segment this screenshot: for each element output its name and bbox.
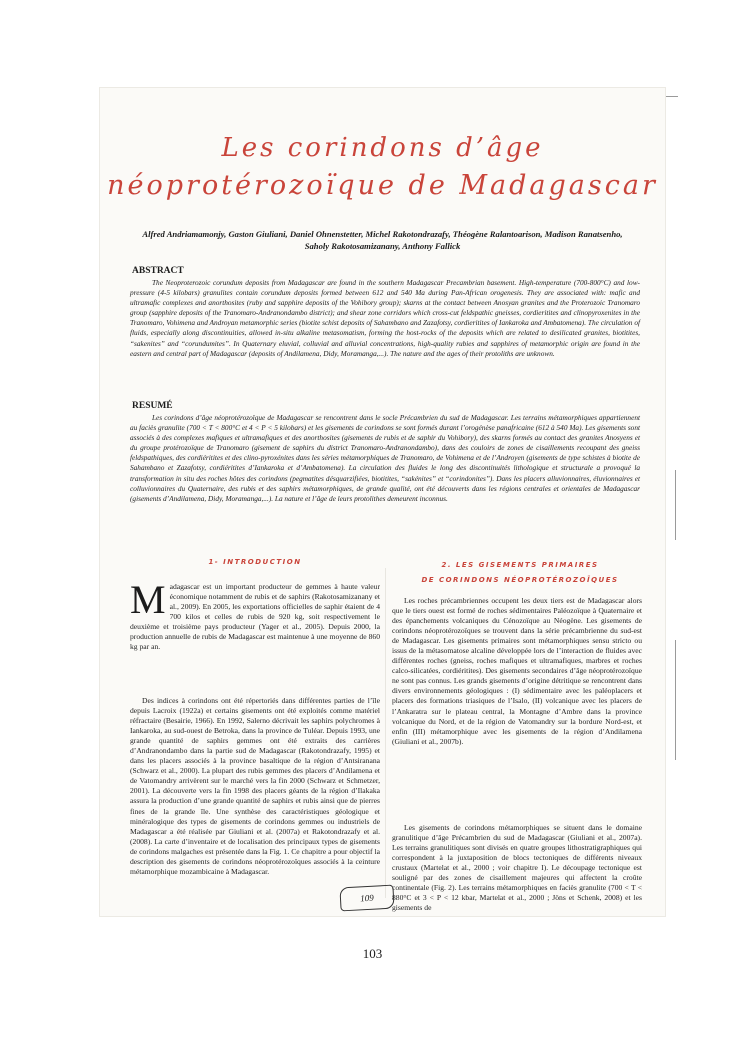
section-heading-introduction: 1- INTRODUCTION xyxy=(208,558,302,566)
section-heading-gisements-line1: 2. LES GISEMENTS PRIMAIRES xyxy=(441,561,599,569)
resume-heading: RESUMÉ xyxy=(132,401,173,411)
scan-edge-mark xyxy=(675,470,676,540)
abstract-text: The Neoproterozoic corundum deposits from Madagascar are found in the southern Madagascar Precambrian basement. High-temperature (700-800°C) and low-pressure (4-5 kilobars) granulites contain corundum deposits formed between 612 and 540 Ma during Pan-African orogenesis. They are associated with: mafic and ultramafic complexes and anorthosites (ruby and sapphire deposits of the Vohibory group); skarns at the contact between Anosyan granites and the Proterozoic Tranomaro group (sapphire deposits of the Tranomaro-Andranondambo district); and shear zone corridors which cross-cut feldspathic gneisses, cordieritites and clinopyroxenites in the Tranomaro, Vohimena and Androyan metamorphic series (biotite schist deposits of Sahambano and Zazafotsy, cordieritites of Iankaroka and Ambatomena). The circulation of fluids, especially along discontinuities, allowed in-situ alkaline metasomatism, forming the host-rocks of the deposits which are related to desilicated granites, biotitites, “sakenites” and “corundumites”. In Quaternary eluvial, colluvial and alluvial concentrations, high-quality rubies and sapphires of metamorphic origin are found in the eastern and central part of Madagascar (deposits of Andilamena, Didy, Moramanga,...). The nature and the ages of their protoliths are unknown. xyxy=(130,278,640,358)
document-page xyxy=(100,88,665,916)
section-heading-gisements-line2: DE CORINDONS NÉOPROTÉROZOÏQUES xyxy=(421,576,619,584)
scan-edge-mark xyxy=(675,640,676,760)
intro-paragraph-1-text: adagascar est un important producteur de gemmes à haute valeur économique notamment de rubis et de saphirs (Rakotosamizanany et al., 2009). En 2005, les exportations officielles de saphir étaient de 4 700 kilos et celles de rubis de 920 kg, soit respectivement le deuxième et troisième pays producteur (Yager et al., 2005). Depuis 2000, la production annuelle de rubis de Madagascar est maintenue à une moyenne de 860 kg par an. xyxy=(130,582,380,652)
author-list: Alfred Andriamamonjy, Gaston Giuliani, Daniel Ohnenstetter, Michel Rakotondrazafy, Théogène Ralantoarison, Madison Ranatsenho, Saholy Rakotosamizanany, Anthony Fallick xyxy=(142,229,623,251)
title-line-1: Les corindons d’âge xyxy=(221,133,544,163)
column-gutter xyxy=(385,568,386,898)
drop-cap: M xyxy=(130,577,166,622)
resume-text: Les corindons d’âge néoprotérozoïque de Madagascar se rencontrent dans le socle Précambrien du sud de Madagascar. Les terrains métamorphiques appartiennent au faciès granulite (700 < T < 800°C et 4 < P < 5 kilobars) et les gisements de corindons se sont formés durant l’orogénèse panafricaine (612 à 540 Ma). Les gisements sont associés à des complexes mafiques et ultramafiques et des anorthosites (gisements de rubis et de saphir du Vohibory), des skarns formés au contact des granites Anosyens et du groupe protérozoïque de Tranomaro (gisement de saphirs du district Tranomaro-Andranondambo), dans des couloirs de zones de cisaillements recoupant des gneiss feldspathiques, des cordiéritites et des clino-pyroxénites dans les séries métamorphiques de Tranomaro, de Vohimena et de l’Androyen (gisements de type schistes à biotite de Sahambano et Zazafotsy, cordiéritites d’Iankaroka et d’Ambatomena). La circulation des fluides le long des discontinuités lithologique et structurale a provoqué la transformation in situ des roches hôtes des corindons (pegmatites désquarzifiées, biotitites, “sakénites” et “corindonites”). Dans les placers alluvionnaires, éluvionnaires et colluvionnaires du Quaternaire, des rubis et des saphirs métamorphiques, de grande qualité, ont été découverts dans les régions centrales et orientales de Madagascar (gisements d’Andilamena, Didy, Moramanga,...). La nature et l’âge de leurs protolithes demeurent inconnus. xyxy=(130,413,640,503)
handwritten-page-stamp: 109 xyxy=(339,885,394,912)
intro-paragraph-2: Des indices à corindons ont été répertoriés dans différentes parties de l’île depuis Lacroix (1922a) et certains gisements ont été exploités comme matériel réfractaire (Besairie, 1966). En 1992, Salerno décrivait les saphirs polychromes à Iankaroka, au sud-ouest de Betroka, dans la province de Tuléar. Depuis 1993, une grande quantité de saphirs gemmes ont été extraits des carrières d’Andranondambo dans la partie sud de Madagascar (Rakotondrazafy, 1995) et dans les placers associés à la province basaltique de la région d’Antsiranana (Schwarz et al., 2000). La plupart des rubis gemmes des placers d’Andilamena et de Vatomandry arrivèrent sur le marché vers la fin 2000 (Schwarz et Schmetzer, 2001). La découverte vers la fin 1998 des placers géants de la région d’Ilakaka assura la production d’une grande quantité de saphirs et rubis ainsi que de pierres fines de la grande île. Une synthèse des caractéristiques géologique et minéralogique des types de gisements de corindons gemmes ou industriels de Madagascar a été réalisée par Giuliani et al. (2007a) et Rakotondrazafy et al. (2008). La carte d’inventaire et de localisation des principaux types de gisements de corindons malgaches est présentée dans la Fig. 1. Ce chapitre a pour objectif la description des gisements de corindons néoprotérozoïques associés à la ceinture métamorphique mozambicaine à Madagascar. xyxy=(130,696,380,876)
title-line-2: néoprotérozoïque de Madagascar xyxy=(107,170,658,201)
intro-paragraph-1 xyxy=(130,577,380,652)
gisements-paragraph-1: Les roches précambriennes occupent les deux tiers est de Madagascar alors que le tiers ouest est formé de roches sédimentaires Paléozoïque à Quaternaire et des épanchements volcaniques du Cénozoïque au Néogène. Les gisements de corindons néoprotérozoïques se trouvent dans la série précambrienne du sud-est de Madagascar. Les gisements primaires sont métamorphiques sensu stricto ou issus de la métasomatose alcaline développée lors de l’interaction de fluides avec différentes roches (gneiss, roches mafiques et ultramafiques, marbres et roches calco-silicatées, cordiéritites). Des gisements secondaires d’âge néoprotérozoïque ne sont pas connus. Les grands gisements d’origine détritique se rencontrent dans divers environnements géologiques : (I) sédimentaire avec les paléoplacers et placers des formations triasiques de l’Isalo, (II) volcanique avec les placers de l’Ankaratra sur le plateau central, la Montagne d’Ambre dans la province volcanique du Nord, et de la région de Vatomandry sur la bordure Nord-est, et enfin (III) métamorphique avec les gisements de la région d’Andilamena (Giuliani et al., 2007b). xyxy=(392,596,642,746)
gisements-paragraph-2: Les gisements de corindons métamorphiques se situent dans le domaine granulitique d’âge Précambrien du sud de Madagascar (Giuliani et al., 2007a). Les terrains granulitiques sont divisés en quatre groupes lithostratigraphiques qui correspondent à la juxtaposition de blocs tectoniques de différents niveaux crustaux (Martelat et al., 2000 ; voir chapitre I). Le découpage tectonique est souligné par des zones de cisaillement majeures qui affectent la croûte continentale (Fig. 2). Les terrains métamorphiques en faciès granulite (700 < T < 880°C et 3 < P < 12 kbar, Martelat et al., 2000 ; Jöns et Schenk, 2008) et les gisements de xyxy=(392,823,642,913)
page-number: 103 xyxy=(362,946,383,961)
abstract-heading: ABSTRACT xyxy=(132,266,184,276)
